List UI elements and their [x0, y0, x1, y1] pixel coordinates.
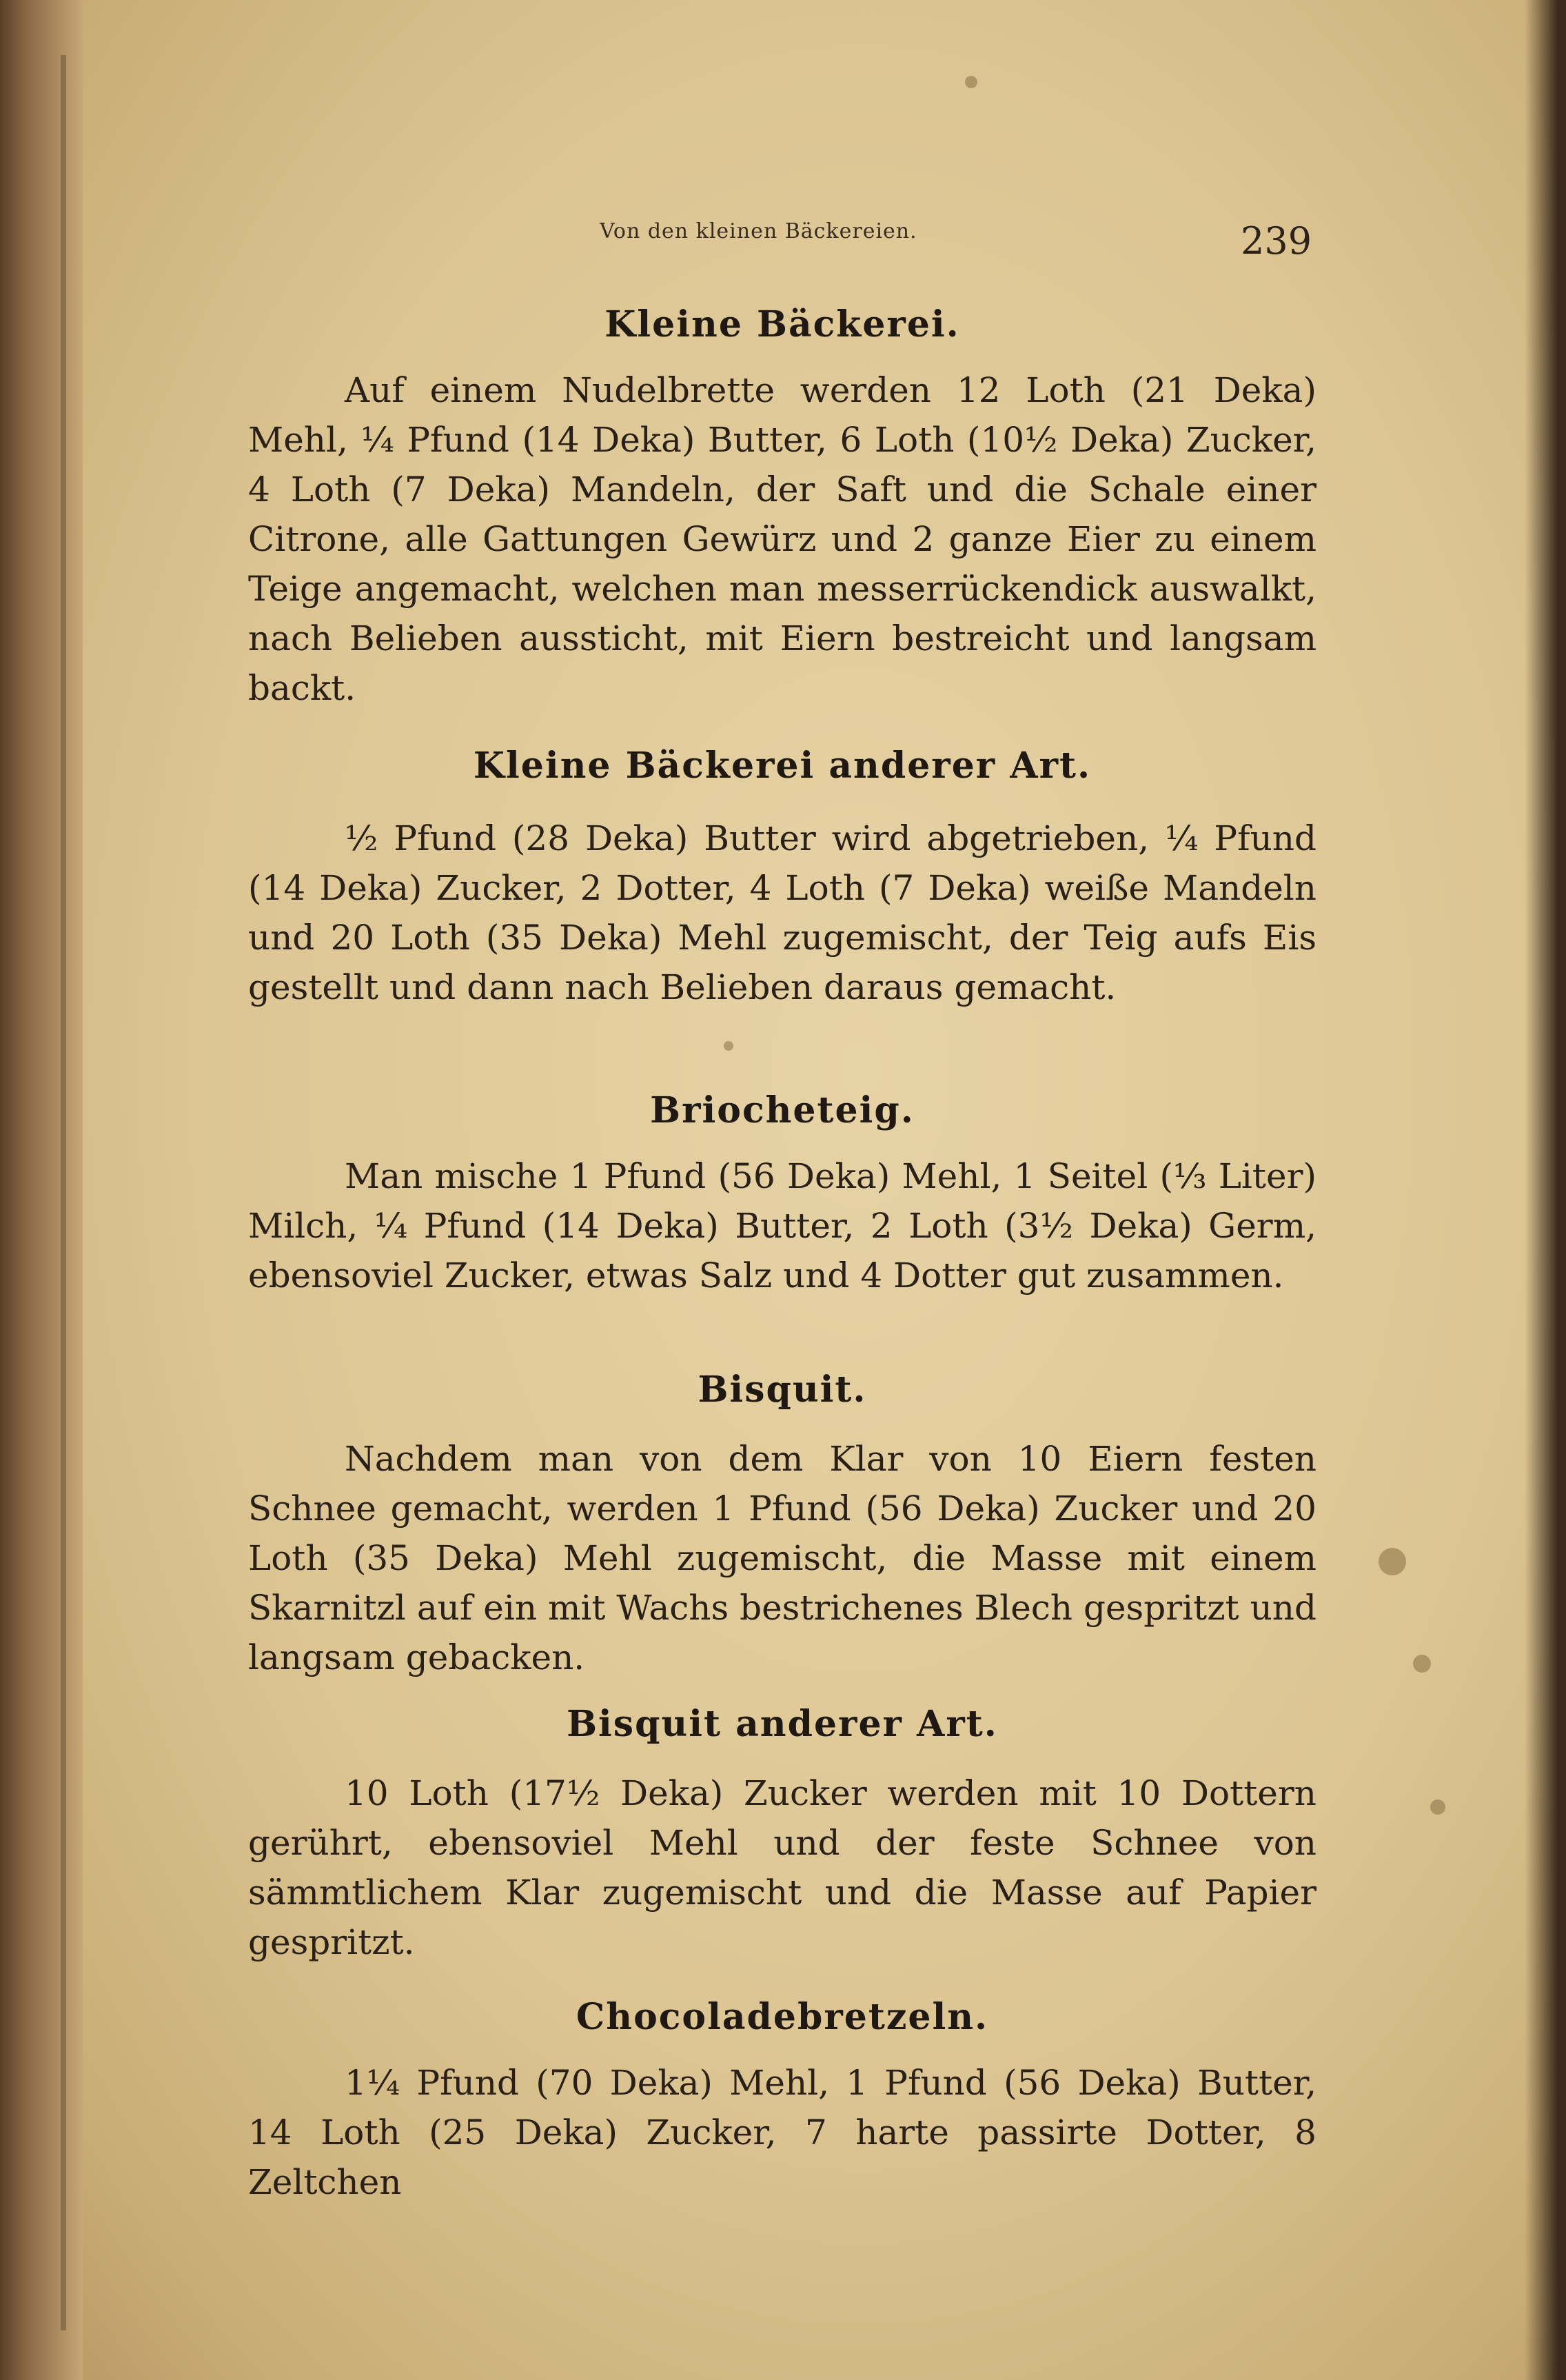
- stain-mark: [1430, 1799, 1445, 1815]
- recipe-text: ½ Pfund (28 Deka) Butter wird abgetrieben, ¼ Pfund (14 Deka) Zucker, 2 Dotter, 4 Loth (7 Deka) weiße Mandeln und 20 Loth (35 Deka) Mehl zugemischt, der Teig aufs Eis gestellt und dann nach Belieben daraus gemacht.: [248, 818, 1316, 1007]
- stain-mark: [965, 76, 977, 88]
- recipe-title: Kleine Bäckerei anderer Art.: [473, 745, 1092, 787]
- stain-mark: [1379, 1548, 1406, 1575]
- page-edge-shadow: [1525, 0, 1566, 2380]
- page-number: 239: [1241, 219, 1312, 263]
- stain-mark: [1413, 1655, 1431, 1673]
- recipe-title: Chocoladebretzeln.: [576, 1996, 989, 2038]
- recipe-title: Bisquit.: [698, 1369, 867, 1411]
- recipe-text: Nachdem man von dem Klar von 10 Eiern festen Schnee gemacht, werden 1 Pfund (56 Deka) Zucker und 20 Loth (35 Deka) Mehl zugemischt, die Masse mit einem Skarnitzl auf ein mit Wachs bestrichenes Blech gespritzt und langsam gebacken.: [248, 1439, 1316, 1677]
- stain-mark: [724, 1041, 733, 1051]
- recipe-title: Kleine Bäckerei.: [604, 303, 960, 345]
- recipe-text: Auf einem Nudelbrette werden 12 Loth (21 Deka) Mehl, ¼ Pfund (14 Deka) Butter, 6 Loth (10½ Deka) Zucker, 4 Loth (7 Deka) Mandeln, der Saft und die Schale einer Citrone, alle Gattungen Gewürz und 2 ganze Eier zu einem Teige angemacht, welchen man messerrückendick auswalkt, nach Belieben aussticht, mit Eiern bestreicht und langsam backt.: [248, 370, 1316, 708]
- recipe-title: Briocheteig.: [650, 1089, 915, 1131]
- running-head: Von den kleinen Bäckereien.: [600, 219, 917, 243]
- recipe-text: Man mische 1 Pfund (56 Deka) Mehl, 1 Seitel (⅓ Liter) Milch, ¼ Pfund (14 Deka) Butter, 2 Loth (3½ Deka) Germ, ebensoviel Zucker, etwas Salz und 4 Dotter gut zusammen.: [248, 1156, 1316, 1295]
- recipe-text: 1¼ Pfund (70 Deka) Mehl, 1 Pfund (56 Deka) Butter, 14 Loth (25 Deka) Zucker, 7 harte passirte Dotter, 8 Zeltchen: [248, 2063, 1316, 2202]
- recipe-text: 10 Loth (17½ Deka) Zucker werden mit 10 Dottern gerührt, ebensoviel Mehl und der feste Schnee von sämmtlichem Klar zugemischt und die Masse auf Papier gespritzt.: [248, 1773, 1316, 1962]
- page-fold: [61, 55, 66, 2330]
- recipe-title: Bisquit anderer Art.: [567, 1703, 998, 1745]
- book-gutter: [0, 0, 83, 2380]
